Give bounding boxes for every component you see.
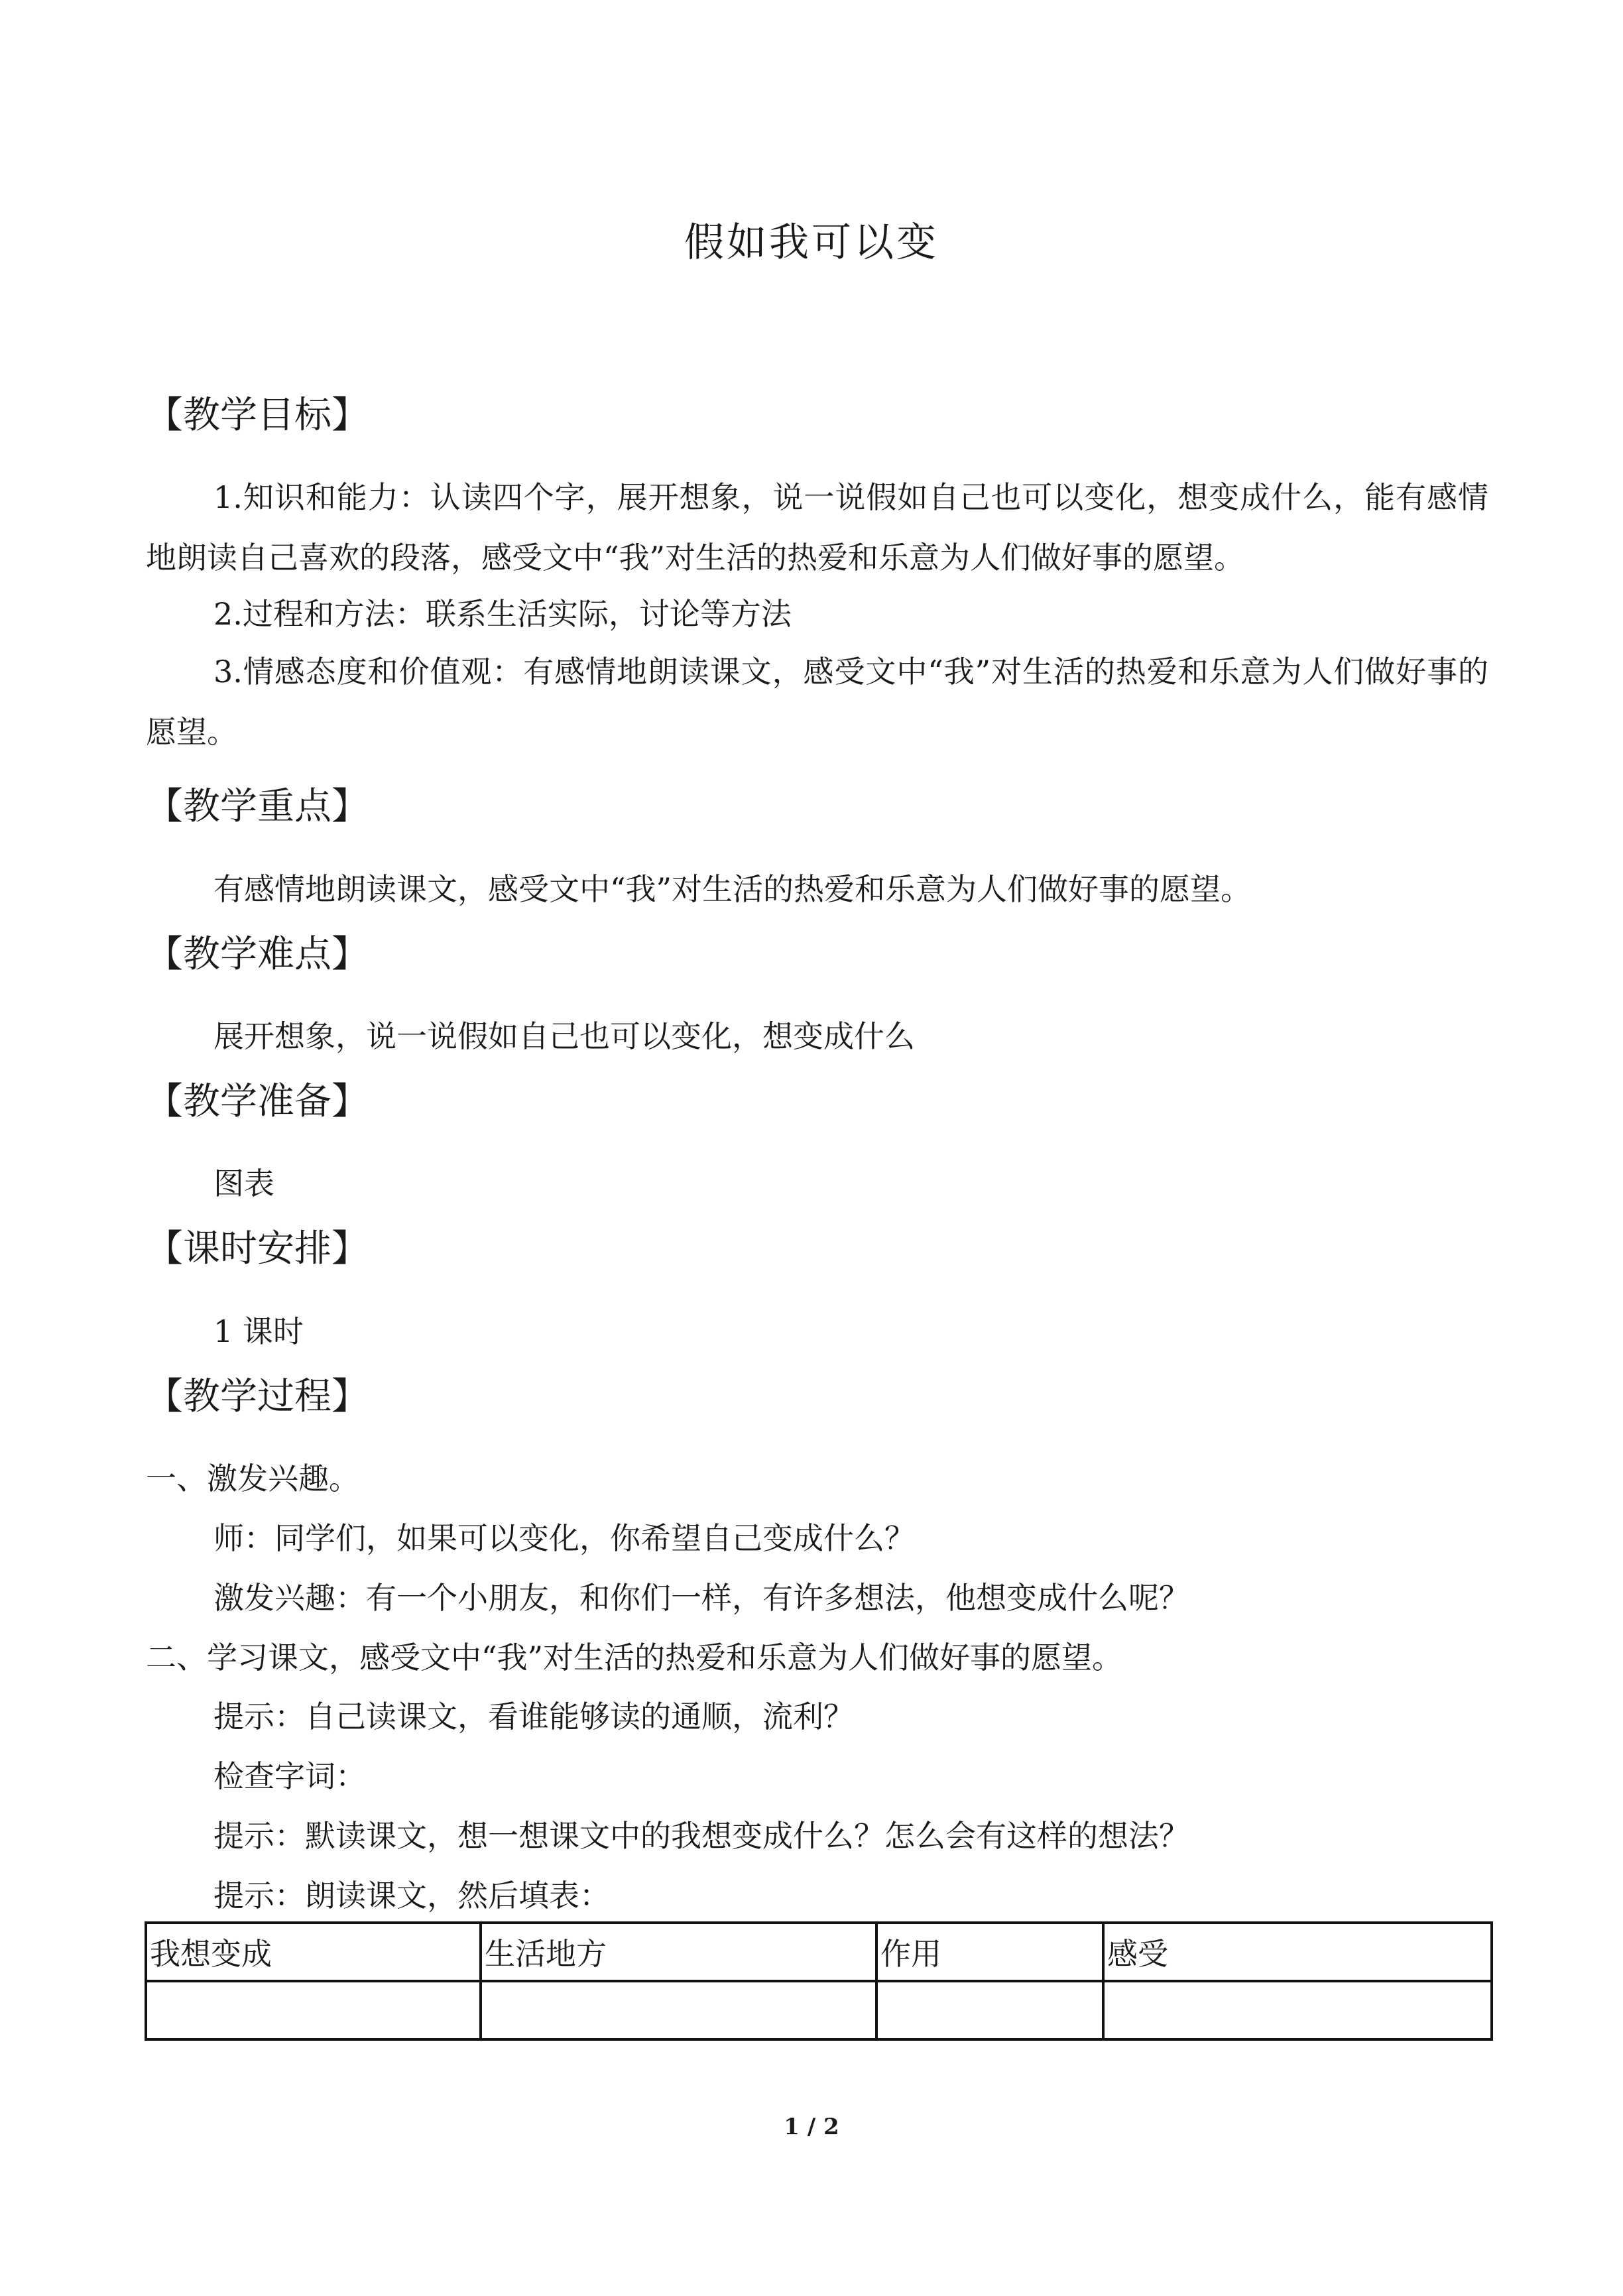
page-number: 1 / 2 bbox=[784, 2114, 839, 2140]
goals-item-3: 3.情感态度和价值观：有感情地朗读课文，感受文中“我”对生活的热爱和乐意为人们做好事的愿望。 bbox=[146, 654, 1488, 750]
heading-goals: 【教学目标】 bbox=[146, 394, 369, 437]
document-title: 假如我可以变 bbox=[684, 219, 939, 266]
difficulty-text: 展开想象，说一说假如自己也可以变化，想变成什么 bbox=[213, 1018, 915, 1054]
table-row bbox=[146, 1981, 1492, 2039]
preparation-text: 图表 bbox=[213, 1166, 274, 1201]
fill-in-table bbox=[145, 1921, 1493, 2041]
heading-process: 【教学过程】 bbox=[146, 1375, 369, 1418]
process-step-1: 一、激发兴趣。 bbox=[146, 1461, 359, 1496]
process-step-1-question: 师：同学们，如果可以变化，你希望自己变成什么？ bbox=[213, 1520, 915, 1556]
heading-schedule: 【课时安排】 bbox=[146, 1227, 369, 1270]
schedule-text: 1 课时 bbox=[213, 1313, 304, 1349]
key-points-text: 有感情地朗读课文，感受文中“我”对生活的热爱和乐意为人们做好事的愿望。 bbox=[213, 871, 1252, 907]
table-header-cell: 作用 bbox=[876, 1923, 1103, 1981]
heading-key-points: 【教学重点】 bbox=[146, 785, 369, 828]
process-step-2-hint-4: 提示：朗读课文，然后填表： bbox=[213, 1878, 610, 1913]
table-header-row bbox=[146, 1923, 1492, 1981]
heading-preparation: 【教学准备】 bbox=[146, 1080, 369, 1123]
process-step-1-prompt: 激发兴趣：有一个小朋友，和你们一样，有许多想法，他想变成什么呢？ bbox=[213, 1580, 1189, 1616]
table-cell bbox=[1103, 1981, 1492, 2039]
goals-item-1: 1.知识和能力：认读四个字，展开想象，说一说假如自己也可以变化，想变成什么，能有感情地朗读自己喜欢的段落，感受文中“我”对生活的热爱和乐意为人们做好事的愿望。 bbox=[146, 479, 1488, 575]
process-step-2-hint-3: 提示：默读课文，想一想课文中的我想变成什么？怎么会有这样的想法？ bbox=[213, 1818, 1189, 1854]
table-header-cell: 生活地方 bbox=[481, 1923, 876, 1981]
heading-difficulty: 【教学难点】 bbox=[146, 933, 369, 976]
goals-item-2: 2.过程和方法：联系生活实际，讨论等方法 bbox=[213, 596, 792, 632]
process-step-2: 二、学习课文，感受文中“我”对生活的热爱和乐意为人们做好事的愿望。 bbox=[146, 1640, 1123, 1675]
table-cell bbox=[146, 1981, 481, 2039]
process-step-2-hint-1: 提示：自己读课文，看谁能够读的通顺，流利？ bbox=[213, 1699, 854, 1734]
table-header-cell: 我想变成 bbox=[146, 1923, 481, 1981]
table-cell bbox=[876, 1981, 1103, 2039]
table-cell bbox=[481, 1981, 876, 2039]
process-step-2-hint-2: 检查字词： bbox=[213, 1758, 366, 1794]
table-header-cell: 感受 bbox=[1103, 1923, 1492, 1981]
